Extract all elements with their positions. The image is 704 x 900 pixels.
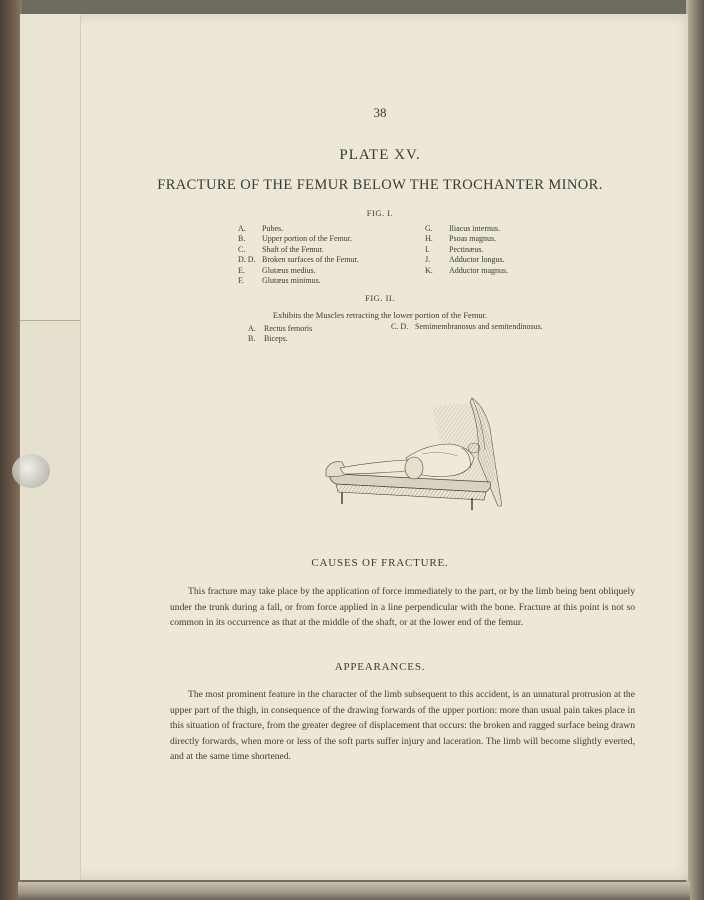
legend-key: B. — [238, 234, 246, 244]
book-page — [20, 14, 688, 880]
appearances-paragraph: The most prominent feature in the character of the limb subsequent to this accident, is an unnatural protrusion at the upper part of the thigh, in consequence of the drawing forwards of the upper portion: more than usual pain takes place in this situation of fracture, from the greater degree of displacement that occurs: the broken and ragged surface being drawn directly forwards, when more or less of the soft parts suffer injury and laceration. The limb will become slightly everted, and at the same time shortened. — [170, 689, 635, 762]
main-title: FRACTURE OF THE FEMUR BELOW THE TROCHANTER MINOR. — [157, 177, 603, 193]
reclining-figure-engraving — [322, 388, 502, 513]
legend-key: K. — [425, 265, 433, 275]
legend-item — [238, 234, 359, 244]
legend-item — [425, 255, 508, 265]
appearances-heading: APPEARANCES. — [334, 661, 426, 673]
plate-title: PLATE XV. — [339, 147, 421, 163]
fig2-legend-left — [248, 324, 312, 345]
legend-key: D. D. — [238, 255, 256, 265]
legend-item — [391, 322, 543, 332]
legend-key: F. — [238, 275, 244, 285]
legend-text: Pectinæus. — [449, 244, 484, 254]
legend-item — [238, 276, 359, 286]
legend-key: G. — [425, 224, 433, 233]
fig2-label: FIG. II. — [365, 293, 395, 303]
page-clip — [12, 454, 50, 488]
legend-text: Adductor magnus. — [449, 265, 509, 275]
legend-key: C. D. — [391, 322, 409, 331]
fig1-legend-right — [425, 224, 508, 276]
guard-strip — [20, 14, 81, 880]
fig2-caption: Exhibits the Muscles retracting the lower portion of the Femur. — [272, 310, 488, 320]
legend-item — [425, 224, 508, 234]
legend-key: A. — [248, 324, 256, 333]
legend-text: Adductor longus. — [449, 255, 505, 265]
fig1-label: FIG. I. — [366, 208, 394, 218]
book-page-edges — [686, 0, 704, 900]
legend-text: Semimembranosus and semitendinosus. — [415, 322, 543, 331]
legend-text: Glutæus minimus. — [262, 275, 321, 285]
legend-key: J. — [425, 255, 431, 265]
book-bottom-edge — [18, 882, 690, 900]
legend-text: Glutæus medius. — [262, 265, 316, 275]
legend-item — [248, 324, 312, 334]
book-binding-edge — [0, 0, 22, 900]
legend-key: H. — [425, 234, 433, 244]
legend-key: I. — [425, 244, 430, 254]
legend-text: Shaft of the Femur. — [262, 244, 324, 254]
legend-text: Psoas magnus. — [449, 234, 497, 244]
page-number: 38 — [373, 105, 387, 120]
legend-item — [238, 255, 359, 265]
legend-text: Upper portion of the Femur. — [262, 234, 352, 244]
causes-heading: CAUSES OF FRACTURE. — [311, 557, 449, 569]
causes-paragraph: This fracture may take place by the application of force immediately to the part, or by the limb being bent obliquely under the trunk during a fall, or from force applied in a line perpendicular with the bone. Fracture at this point is not so common in its occurrence as that at the middle of the shaft, or at the lower end of the femur. — [170, 586, 635, 628]
page-content — [100, 14, 660, 880]
legend-key: A. — [238, 224, 246, 233]
legend-text: Iliacus internus. — [449, 224, 501, 233]
legend-item — [425, 245, 508, 255]
legend-key: E. — [238, 265, 245, 275]
legend-item — [238, 245, 359, 255]
fig2-legend-right — [391, 322, 543, 332]
fig1-legend-left — [238, 224, 359, 286]
legend-text: Pubes. — [262, 224, 284, 233]
legend-key: B. — [248, 334, 256, 344]
legend-item — [425, 266, 508, 276]
legend-text: Rectus femoris — [264, 324, 313, 333]
legend-key: C. — [238, 244, 246, 254]
legend-item — [248, 334, 312, 344]
guard-tab — [20, 14, 80, 321]
legend-item — [238, 224, 359, 234]
legend-item — [425, 234, 508, 244]
legend-text: Biceps. — [264, 334, 288, 344]
legend-item — [238, 266, 359, 276]
legend-text: Broken surfaces of the Femur. — [262, 255, 359, 265]
